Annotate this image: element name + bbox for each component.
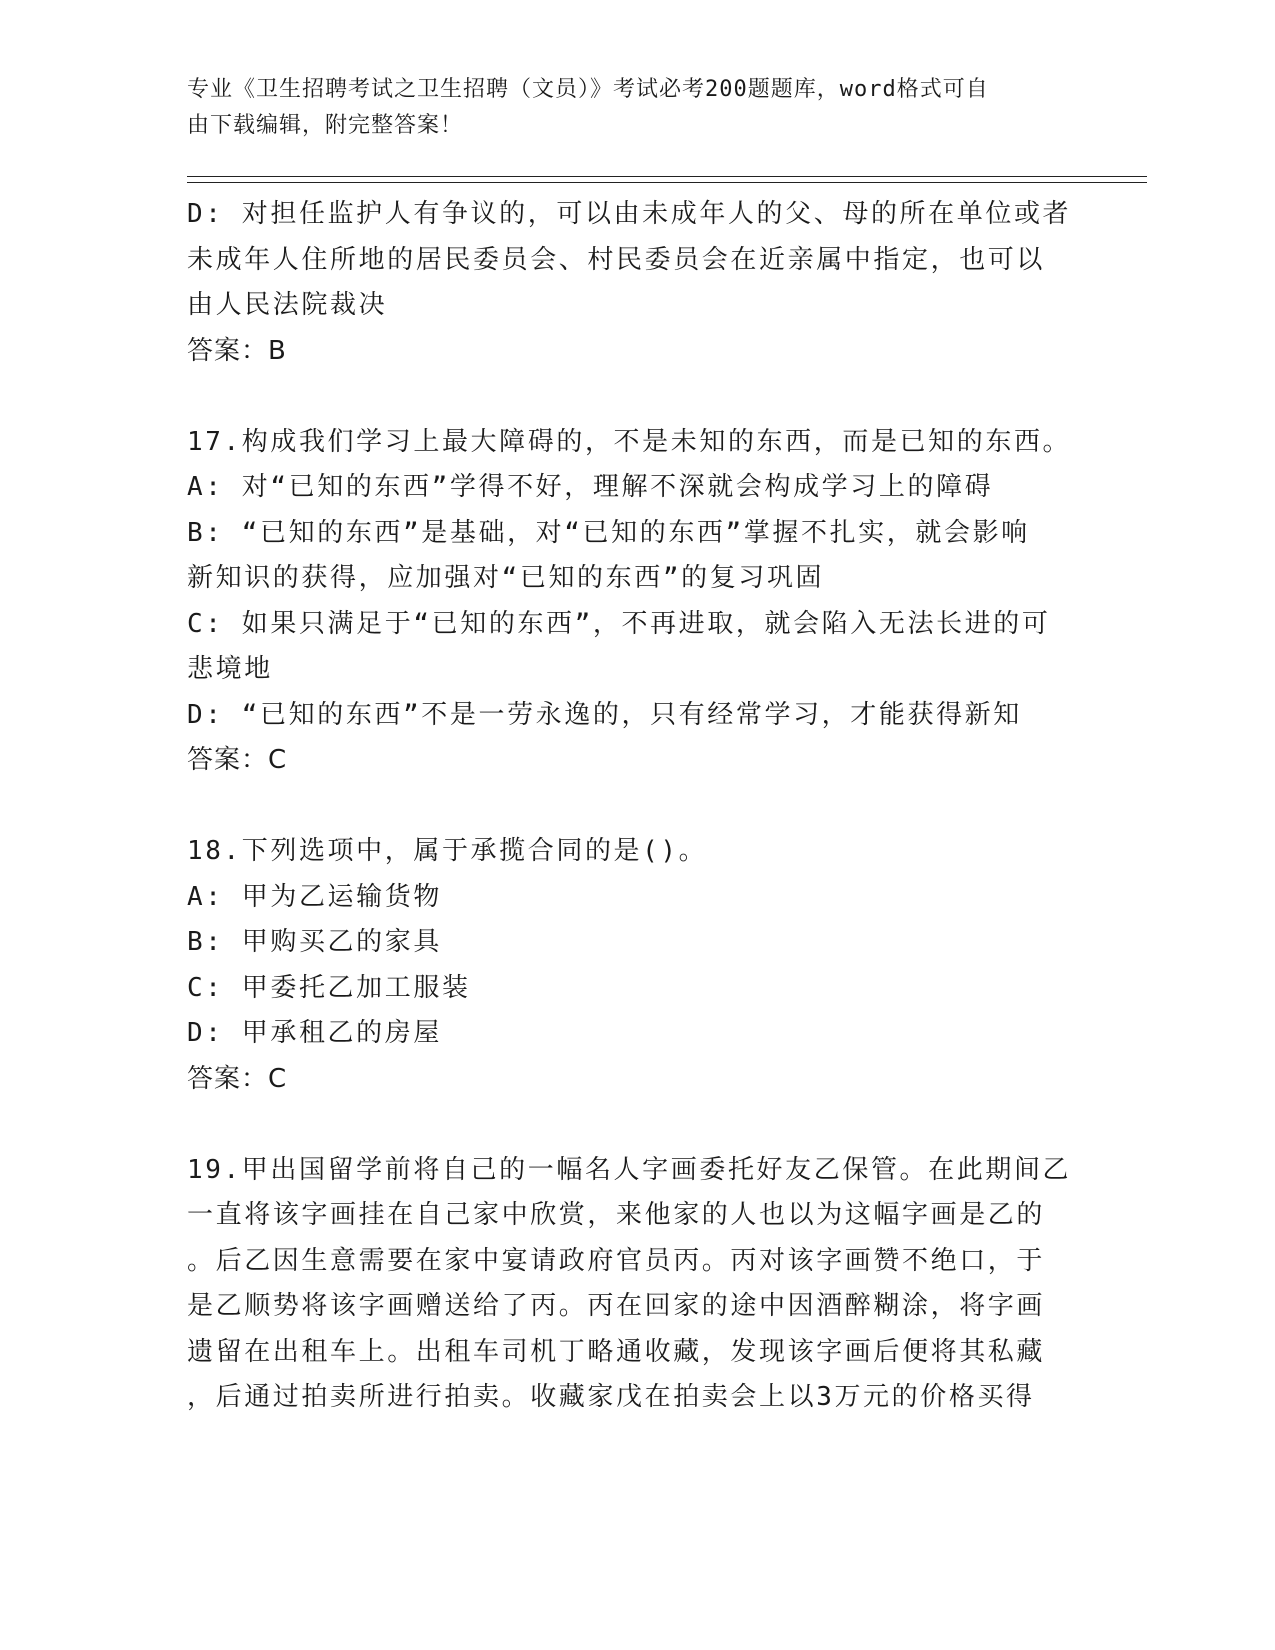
question-block — [187, 1148, 1072, 1421]
question-stem: 17.构成我们学习上最大障碍的，不是未知的东西，而是已知的东西。 — [187, 426, 1072, 457]
question-stem-cont: 遗留在出租车上。出租车司机丁略通收藏，发现该字画后便将其私藏 — [187, 1336, 1046, 1367]
question-list — [187, 192, 1072, 1421]
question-stem: 19.甲出国留学前将自己的一幅名人字画委托好友乙保管。在此期间乙 — [187, 1154, 1072, 1185]
option-d-text: D: 对担任监护人有争议的，可以由未成年人的父、母的所在单位或者 — [187, 199, 1072, 229]
option-c: C: 如果只满足于“已知的东西”，不再进取，就会陷入无法长进的可 — [187, 608, 1051, 639]
question-stem-cont: ，后通过拍卖所进行拍卖。收藏家戊在拍卖会上以3万元的价格买得 — [187, 1382, 1035, 1412]
question-block — [187, 420, 1072, 784]
option-c: C: 甲委托乙加工服装 — [187, 972, 471, 1003]
option-d: D: “已知的东西”不是一劳永逸的，只有经常学习，才能获得新知 — [187, 699, 1022, 730]
option-a: A: 对“已知的东西”学得不好，理解不深就会构成学习上的障碍 — [187, 472, 994, 502]
question-stem: 18.下列选项中，属于承揽合同的是()。 — [187, 836, 708, 866]
option-d-text-cont: 由人民法院裁决 — [187, 290, 388, 320]
option-b: B: 甲购买乙的家具 — [187, 927, 442, 957]
header-title-line-1: 专业《卫生招聘考试之卫生招聘（文员）》考试必考200题题库，word格式可自 — [187, 77, 989, 102]
header-divider-bottom — [187, 182, 1147, 183]
answer-label: 答案：C — [187, 1063, 288, 1094]
question-stem-cont: 是乙顺势将该字画赠送给了丙。丙在回家的途中因酒醉糊涂，将字画 — [187, 1291, 1046, 1321]
question-block — [187, 192, 1072, 374]
option-a: A: 甲为乙运输货物 — [187, 881, 442, 912]
header-title-line-2: 由下载编辑，附完整答案！ — [187, 113, 464, 138]
question-block — [187, 829, 1067, 1102]
answer-label: 答案：C — [187, 745, 288, 775]
question-stem-cont: 。后乙因生意需要在家中宴请政府官员丙。丙对该字画赞不绝口，于 — [187, 1245, 1046, 1276]
answer-label: 答案：B — [187, 335, 287, 366]
option-d-text-cont: 未成年人住所地的居民委员会、村民委员会在近亲属中指定，也可以 — [187, 244, 1046, 275]
option-c-cont: 悲境地 — [187, 654, 273, 684]
option-b: B: “已知的东西”是基础，对“已知的东西”掌握不扎实，就会影响 — [187, 517, 1030, 548]
option-d: D: 甲承租乙的房屋 — [187, 1018, 442, 1048]
header-divider-top — [187, 176, 1147, 177]
option-b-cont: 新知识的获得，应加强对“已知的东西”的复习巩固 — [187, 563, 825, 593]
question-stem-cont: 一直将该字画挂在自己家中欣赏，来他家的人也以为这幅字画是乙的 — [187, 1200, 1046, 1230]
document-header — [187, 72, 1067, 144]
